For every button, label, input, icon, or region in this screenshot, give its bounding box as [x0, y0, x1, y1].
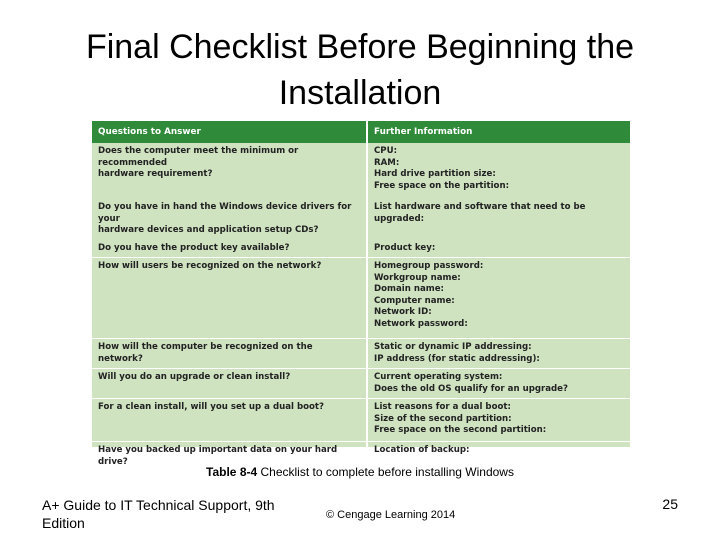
caption-text: Checklist to complete before installing Windows [257, 465, 514, 479]
footer-book-title: A+ Guide to IT Technical Support, 9th Edition [42, 497, 275, 531]
table-row [92, 369, 630, 399]
question-cell: Have you backed up important data on your hard drive? [92, 442, 367, 472]
table-row [92, 399, 630, 442]
info-cell: Location of backup: [367, 442, 630, 472]
question-cell: For a clean install, will you set up a dual boot? [92, 399, 367, 442]
question-cell: How will the computer be recognized on the network? [92, 339, 367, 369]
page-number: 25 [662, 496, 678, 512]
info-cell: Product key: [374, 242, 436, 253]
checklist-table [92, 121, 630, 467]
info-cell: Homegroup password: Workgroup name: Domain name: Computer name: Network ID: Network password: [367, 258, 630, 339]
table-row [92, 199, 630, 240]
footer-copyright: © Cengage Learning 2014 [326, 509, 456, 521]
table-header-row [92, 121, 630, 143]
info-cell: CPU: RAM: Hard drive partition size: Free space on the partition: [374, 146, 510, 191]
table-row [92, 240, 630, 258]
info-cell: Static or dynamic IP addressing: IP address (for static addressing): [367, 339, 630, 369]
checklist-table-grid [92, 121, 630, 471]
table-row [92, 143, 630, 199]
table-row [92, 258, 630, 339]
question-cell: Does the computer meet the minimum or recommended hardware requirement? [92, 143, 367, 199]
table-row [92, 339, 630, 369]
question-cell: Do you have in hand the Windows device drivers for your hardware devices and application setup CDs? [92, 199, 367, 240]
info-cell: List hardware and software that need to be upgraded: [374, 202, 586, 224]
header-further-information: Further Information [367, 121, 630, 143]
question-cell: How will users be recognized on the network? [92, 258, 367, 339]
info-cell: Current operating system: Does the old OS qualify for an upgrade? [367, 369, 630, 399]
header-questions: Questions to Answer [92, 121, 367, 143]
table-caption [0, 465, 720, 479]
question-cell: Will you do an upgrade or clean install? [92, 369, 367, 399]
question-cell: Do you have the product key available? [92, 240, 367, 258]
slide-title: Final Checklist Before Beginning the Installation [85, 28, 635, 112]
info-cell: List reasons for a dual boot: Size of the second partition: Free space on the second partition: [367, 399, 630, 442]
caption-label: Table 8-4 [206, 465, 258, 479]
